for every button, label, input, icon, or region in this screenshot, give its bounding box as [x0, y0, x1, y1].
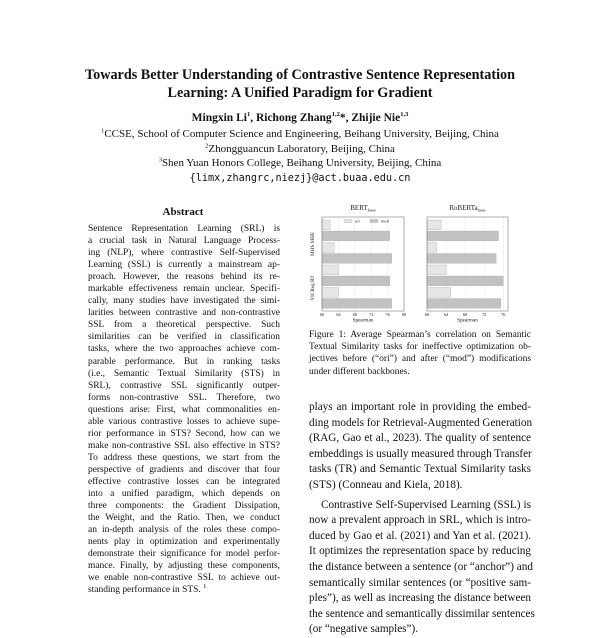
bar-mod-bt — [322, 276, 390, 286]
body-line: Contrastive Self-Supervised Learning (SSL) is — [321, 498, 531, 511]
chart-title-subscript: base — [367, 207, 376, 213]
abstract-line: tasks, where the two approaches achieve com- — [88, 344, 280, 355]
body-line: tasks (TR) and Semantic Textual Similarity tasks — [309, 463, 531, 476]
caption-line: jectives before (“ori”) and after (“mod”) modifications — [309, 354, 531, 365]
abstract-line: To address these questions, we start from the — [88, 452, 280, 463]
body-line: the sentence and semantically dissimilar sentences — [309, 607, 535, 620]
affiliation-text: Shen Yuan Honors College, Beihang University, Beijing, China — [161, 157, 442, 170]
body-line: ding models for Retrieval-Augmented Generation — [309, 416, 533, 429]
author-affil-mark: 1,2 — [331, 111, 340, 119]
abstract-line: a crucial task in Natural Language Process- — [88, 236, 280, 247]
body-line: (or “negative samples”). — [309, 623, 419, 636]
abstract-line: similarities can be verified in classification — [88, 332, 280, 343]
bar-ori-mhs — [427, 243, 437, 253]
body-line: ples”), as well as increasing the distance between — [309, 592, 531, 605]
abstract-line: make non-contrastive SSL also effective in STS? — [88, 440, 280, 451]
y-group-label-mh: MHS MHE — [310, 231, 316, 257]
chart-title — [350, 204, 375, 213]
abstract-line: perspective of gradients and discover that four — [88, 464, 280, 475]
affiliation-mark: 2 — [205, 141, 209, 149]
abstract-line: rior performance in STS? Second, how can we — [88, 428, 280, 439]
author-affil-mark: 1 — [246, 111, 251, 119]
x-tick-label: 60 — [319, 312, 325, 317]
corresponding-author-mark: * — [339, 112, 346, 124]
bar-mod-mhe — [427, 231, 498, 241]
title-line-2: Learning: A Unified Paradigm for Gradient — [167, 85, 433, 101]
affiliation-text: CCSE, School of Computer Science and Engineering, Beihang University, Beijing, China — [104, 128, 499, 140]
author-affil-mark: 1,3 — [400, 111, 409, 119]
x-tick-label: 64 — [443, 312, 449, 317]
bar-mod-mhe — [322, 231, 390, 241]
caption-line: Textual Similarity tasks for ineffective optimization ob- — [309, 342, 531, 353]
affiliation-mark: 3 — [158, 156, 162, 164]
chart-title-subscript: base — [477, 207, 486, 213]
body-line: now a prevalent approach in SRL, which is intro- — [309, 514, 531, 527]
body-line: (RAG, Gao et al., 2023). The quality of sentence — [309, 432, 531, 445]
affiliation — [40, 127, 560, 142]
body-line: semantically similar sentences (or “positive sam- — [309, 576, 531, 589]
abstract-line: Sentence Representation Learning (SRL) is — [88, 224, 280, 234]
legend-label-mod: mod — [381, 218, 389, 224]
legend-swatch-ori — [344, 220, 352, 223]
abstract-line: markable effectiveness remain unclear. Specifi- — [88, 284, 280, 295]
abstract-line: SRL), contrastive SSL significantly outper- — [88, 380, 280, 391]
abstract-line: we enable non-contrastive SSL to achieve out- — [88, 573, 280, 584]
abstract-line: larities between contrastive and non-contrastive — [88, 308, 280, 319]
abstract-body — [88, 223, 280, 596]
bar-ori-mhs — [322, 243, 334, 253]
caption-line: under different backbones. — [309, 366, 410, 377]
bar-mod-vicreg — [322, 299, 392, 309]
x-tick-label: 76 — [501, 312, 506, 317]
abstract-line: an in-depth analysis of the roles these compo- — [88, 525, 280, 536]
x-tick-label: 80 — [401, 312, 407, 317]
abstract-line: able various contrastive losses to achieve supe- — [88, 416, 280, 427]
x-axis-label: Spearman — [352, 317, 374, 324]
body-line: plays an important role in providing the embed- — [309, 401, 531, 413]
bar-ori-vicreg — [322, 288, 338, 298]
x-tick-label: 60 — [424, 312, 430, 317]
body-line: the distance between a sentence (or “anchor”) and — [309, 560, 533, 573]
bar-mod-mhs — [427, 254, 496, 264]
affiliations — [40, 127, 560, 171]
chart-title-text: BERT — [350, 204, 368, 212]
abstract-line: ing (NLP), where contrastive Self-Supervised — [88, 248, 280, 259]
affiliation — [40, 142, 560, 157]
abstract-line: (i.e., Semantic Textual Similarity (STS) in — [88, 368, 280, 379]
abstract-line: the Weight, and the Ratio. Then, we conduct — [88, 513, 280, 524]
affiliation — [40, 156, 560, 171]
abstract-line: questions arise: First, what commonalities en- — [88, 404, 280, 415]
legend-label-ori: ori — [355, 218, 360, 224]
y-group-label-bt: VICReg BT — [310, 275, 316, 301]
x-tick-label: 72 — [481, 312, 487, 317]
caption-line: Figure 1: Average Spearman’s correlation on Semantic — [309, 330, 531, 340]
affiliation-text: Zhongguancun Laboratory, Beijing, China — [208, 142, 395, 155]
x-tick-label: 68 — [462, 312, 468, 317]
abstract-line: forms non-contrastive SSL. Therefore, two — [88, 392, 280, 403]
x-tick-label: 64 — [336, 312, 341, 317]
bar-mod-mhs — [322, 254, 392, 264]
abstract-line: parable performance. But in ranking tasks — [88, 356, 280, 367]
title-line-1: Towards Better Understanding of Contrastive Sentence Representation — [84, 67, 516, 83]
body-line: It optimizes the representation space by reducing — [309, 545, 531, 558]
x-tick-label: 68 — [352, 312, 357, 317]
figure-caption — [309, 329, 531, 378]
bar-ori-bt — [427, 265, 446, 275]
body-line: (STS) (Conneau and Kiela, 2018). — [309, 478, 463, 491]
bar-ori-vicreg — [427, 288, 451, 298]
abstract-line: nents play in optimization and experimentally — [88, 537, 280, 548]
abstract-line: cally, many studies have investigated the simi- — [88, 296, 280, 307]
abstract-line: demonstrate their significance for model perfor- — [88, 549, 280, 560]
footnote-mark: 1 — [203, 583, 207, 591]
body-line: duced by Gao et al. (2021) and Yan et al. (2021). — [309, 529, 531, 542]
author-name: Richong Zhang — [255, 112, 332, 124]
abstract-line-text: standing performance in STS. — [88, 585, 201, 596]
bar-mod-vicreg — [427, 299, 501, 309]
abstract-heading: Abstract — [162, 206, 204, 218]
abstract-line — [88, 584, 280, 596]
x-axis-label: Spearman — [457, 317, 478, 324]
affiliation-mark: 1 — [101, 127, 105, 135]
author-name: Mingxin Li — [191, 112, 247, 124]
abstract-line: SSL from a theoretical perspective. Such — [88, 320, 280, 331]
abstract-line: mance. Finally, by adjusting these components, — [88, 561, 280, 572]
figure-1-chart — [306, 200, 528, 324]
chart-title-text: RoBERTa — [449, 204, 478, 212]
author-email: {limx,zhangrc,niezj}@act.buaa.edu.cn — [189, 173, 411, 184]
abstract-line: effective contrastive losses can be integrated — [88, 476, 280, 487]
body-text — [309, 400, 535, 638]
x-tick-label: 76 — [385, 312, 390, 317]
paper-title — [40, 66, 560, 102]
author-list: Mingxin Li$^1$, Richong Zhang$^{1,2}$*, Zhijie Nie$^{1,3}$ — [191, 111, 409, 124]
author-name: Zhijie Nie — [351, 112, 401, 124]
bar-ori-bt — [322, 265, 338, 275]
abstract-line: into a unified paradigm, which depends on — [88, 489, 280, 500]
legend-swatch-mod — [370, 220, 378, 223]
body-line: embeddings is usually measured through Transfer — [309, 447, 532, 460]
bar-ori-mhe — [322, 220, 330, 230]
chart-title — [449, 204, 485, 213]
abstract-line: proach. However, the reasons behind its re- — [88, 272, 280, 283]
abstract-line: Learning (SSL) is currently a mainstream ap- — [88, 260, 280, 271]
x-tick-label: 72 — [369, 312, 374, 317]
bar-mod-bt — [427, 276, 503, 286]
bar-ori-mhe — [427, 220, 441, 230]
abstract-line: three components: the Gradient Dissipation, — [88, 501, 280, 512]
